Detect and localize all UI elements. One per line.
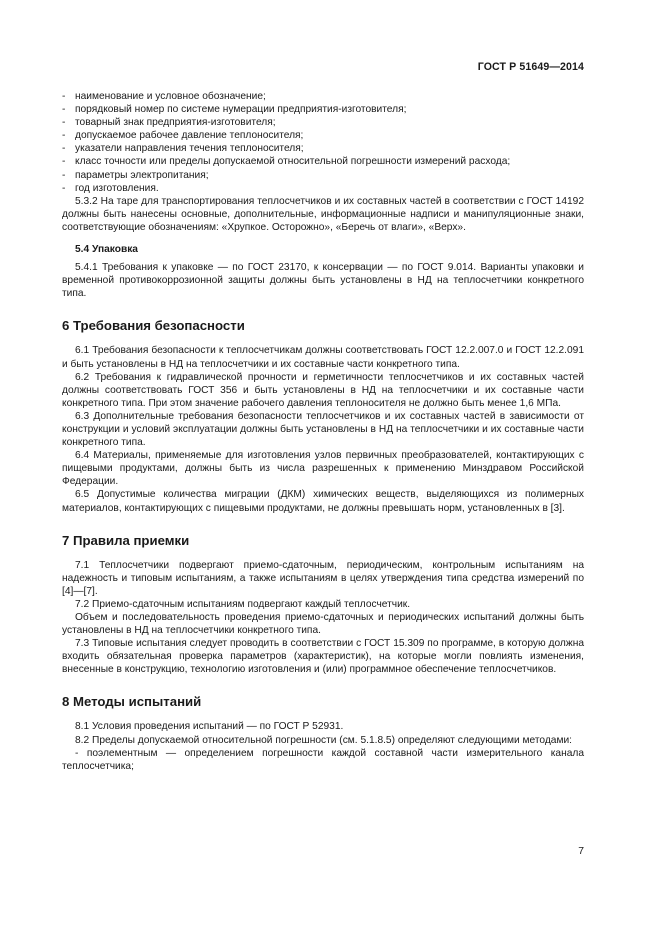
- list-item: - параметры электропитания;: [62, 169, 209, 181]
- paragraph-6-2: 6.2 Требования к гидравлической прочности и герметичности теплосчетчиков и их составных частей должны соответствовать ГОСТ 356 и быть установлены в НД на теплосчетчики и их составные части конкретного типа. При этом значение рабочего давления теплоносителя не должно быть менее 1,6 МПа.: [62, 371, 584, 409]
- list-item-elementwise: - поэлементным — определением погрешности каждой составной части измерительного канала теплосчетчика;: [62, 747, 584, 772]
- paragraph-7-1: 7.1 Теплосчетчики подвергают приемо-сдаточным, периодическим, контрольным испытаниям на надежность и типовым испытаниям, а также испытаниям в целях утверждения типа средства измерений по [4]—[7].: [62, 559, 584, 597]
- page-number: 7: [578, 846, 584, 857]
- dash-bullet: -: [75, 747, 87, 759]
- dash-bullet: -: [62, 169, 66, 181]
- paragraph-7-2-volume: Объем и последовательность проведения приемо-сдаточных и периодических испытаний должны быть установлены в НД на теплосчетчики конкретного типа.: [62, 612, 584, 637]
- paragraph-7-2: 7.2 Приемо-сдаточным испытаниям подвергают каждый теплосчетчик.: [75, 598, 411, 610]
- paragraph-8-1: 8.1 Условия проведения испытаний — по ГОСТ Р 52931.: [75, 721, 344, 733]
- list-item: - товарный знак предприятия-изготовителя;: [62, 117, 276, 129]
- dash-bullet: -: [62, 130, 66, 142]
- dash-bullet: -: [62, 91, 66, 102]
- subsection-title-5-4: 5.4 Упаковка: [75, 244, 138, 256]
- list-item: - класс точности или пределы допускаемой относительной погрешности измерений расхода;: [62, 156, 511, 168]
- paragraph-6-1: 6.1 Требования безопасности к теплосчетчикам должны соответствовать ГОСТ 12.2.007.0 и ГОСТ 12.2.091 и быть установлены в НД на теплосчетчики и их составные части конкретного типа.: [62, 345, 584, 370]
- list-item: - порядковый номер по системе нумерации предприятия-изготовителя;: [62, 104, 407, 116]
- paragraph-7-3: 7.3 Типовые испытания следует проводить в соответствии с ГОСТ 15.309 по программе, в которую должна входить обязательная проверка параметров (характеристик), на которые могли повлиять изменения, внесенные в конструкцию, технологию изготовления и (или) программное обеспечение теплосчетчиков.: [62, 638, 584, 676]
- paragraph-5-4-1: 5.4.1 Требования к упаковке — по ГОСТ 23170, к консервации — по ГОСТ 9.014. Варианты упаковки и временной противокоррозионной защиты должны быть установлены в НД на теплосчетчики конкретного типа.: [62, 262, 584, 300]
- paragraph-6-5: 6.5 Допустимые количества миграции (ДКМ) химических веществ, выделяющихся из полимерных материалов, контактирующих с пищевыми продуктами, не должны превышать норм, установленных в [3].: [62, 489, 584, 514]
- document-body: [62, 90, 584, 773]
- document-header: ГОСТ Р 51649—2014: [477, 61, 584, 73]
- list-item: - указатели направления течения теплоносителя;: [62, 143, 304, 155]
- dash-bullet: -: [62, 182, 66, 194]
- paragraph-6-4: 6.4 Материалы, применяемые для изготовления узлов первичных преобразователей, контактирующих с пищевыми продуктами, должны быть из числа разрешенных к применению Минздравом Российской Федерации.: [62, 450, 584, 488]
- marking-list: [62, 90, 584, 195]
- section-title-8: 8 Методы испытаний: [62, 694, 202, 710]
- list-item: - год изготовления.: [62, 182, 159, 194]
- paragraph-8-2: 8.2 Пределы допускаемой относительной погрешности (см. 5.1.8.5) определяют следующими методами:: [75, 734, 572, 746]
- list-item: - допускаемое рабочее давление теплоносителя;: [62, 130, 304, 142]
- paragraph-5-3-2: 5.3.2 На таре для транспортирования теплосчетчиков и их составных частей в соответствии с ГОСТ 14192 должны быть нанесены основные, дополнительные, информационные надписи и манипуляционные знаки, соответствующие обозначениям: «Хрупкое. Осторожно», «Беречь от влаги», «Верх».: [62, 195, 584, 233]
- dash-bullet: -: [62, 143, 66, 155]
- document-page: [62, 0, 584, 935]
- paragraph-6-3: 6.3 Дополнительные требования безопасности теплосчетчиков и их составных частей в зависимости от конструкции и условий эксплуатации должны быть установлены в НД на теплосчетчики и их составные части конкретного типа.: [62, 410, 584, 449]
- dash-bullet: -: [62, 156, 66, 168]
- section-title-6: 6 Требования безопасности: [62, 318, 245, 334]
- dash-bullet: -: [62, 104, 66, 116]
- list-item: - наименование и условное обозначение;: [62, 91, 266, 102]
- section-title-7: 7 Правила приемки: [62, 532, 190, 548]
- dash-bullet: -: [62, 117, 66, 129]
